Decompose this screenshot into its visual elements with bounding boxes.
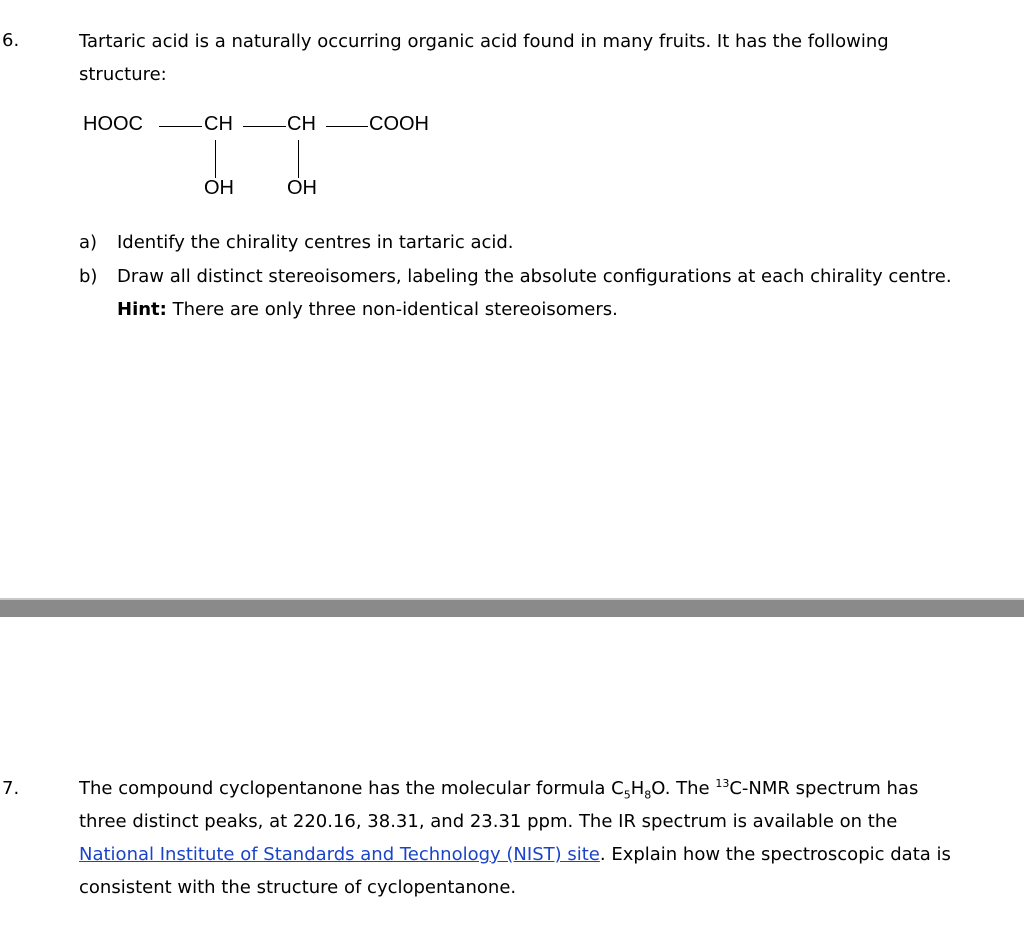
formula-o: O. The — [651, 778, 716, 799]
question-7-line3-tail: . Explain how the spectroscopic data is — [599, 844, 951, 865]
bond-1 — [159, 126, 202, 127]
question-6-intro — [79, 25, 1014, 91]
tartaric-acid-structure — [83, 108, 483, 208]
part-a — [79, 232, 514, 253]
question-7-text — [79, 772, 1014, 904]
bond-oh-1 — [215, 140, 216, 178]
question-6-intro-line2: structure: — [79, 64, 167, 85]
question-7-number: 7. — [2, 778, 20, 799]
part-b-text: Draw all distinct stereoisomers, labeling the absolute configurations at each chirality centre. — [117, 266, 952, 287]
formula-sub-c: 5 — [623, 788, 631, 802]
question-7-line3 — [79, 838, 1014, 871]
part-b — [79, 266, 952, 287]
structure-cooh: COOH — [369, 113, 429, 135]
question-7-line4: consistent with the structure of cyclopentanone. — [79, 877, 517, 898]
formula-sub-h: 8 — [644, 788, 652, 802]
bond-oh-2 — [298, 140, 299, 178]
structure-hooc: HOOC — [83, 113, 143, 135]
structure-oh-1: OH — [204, 177, 234, 199]
nist-link[interactable]: National Institute of Standards and Technology (NIST) site — [79, 844, 600, 865]
question-7-line2: three distinct peaks, at 220.16, 38.31, and 23.31 ppm. The IR spectrum is available on the — [79, 811, 898, 832]
part-a-marker: a) — [79, 232, 98, 253]
formula-h: H — [630, 778, 645, 799]
bond-2 — [243, 126, 286, 127]
question-6-intro-line1: Tartaric acid is a naturally occurring organic acid found in many fruits. It has the following — [79, 31, 889, 52]
structure-ch-2: CH — [287, 113, 316, 135]
hint — [117, 299, 618, 320]
question-7-line1 — [79, 772, 1014, 805]
hint-label: Hint: — [117, 299, 167, 320]
part-a-text: Identify the chirality centres in tartaric acid. — [117, 232, 514, 253]
q7-text-segment-2: C-NMR spectrum has — [729, 778, 919, 799]
structure-oh-2: OH — [287, 177, 317, 199]
hint-text: There are only three non-identical stereoisomers. — [166, 299, 618, 320]
isotope-sup: 13 — [715, 777, 730, 790]
question-6-number: 6. — [2, 30, 20, 51]
structure-ch-1: CH — [204, 113, 233, 135]
page-divider — [0, 598, 1024, 617]
q7-text-segment: The compound cyclopentanone has the molecular formula C — [79, 778, 624, 799]
bond-3 — [326, 126, 368, 127]
part-b-marker: b) — [79, 266, 98, 287]
